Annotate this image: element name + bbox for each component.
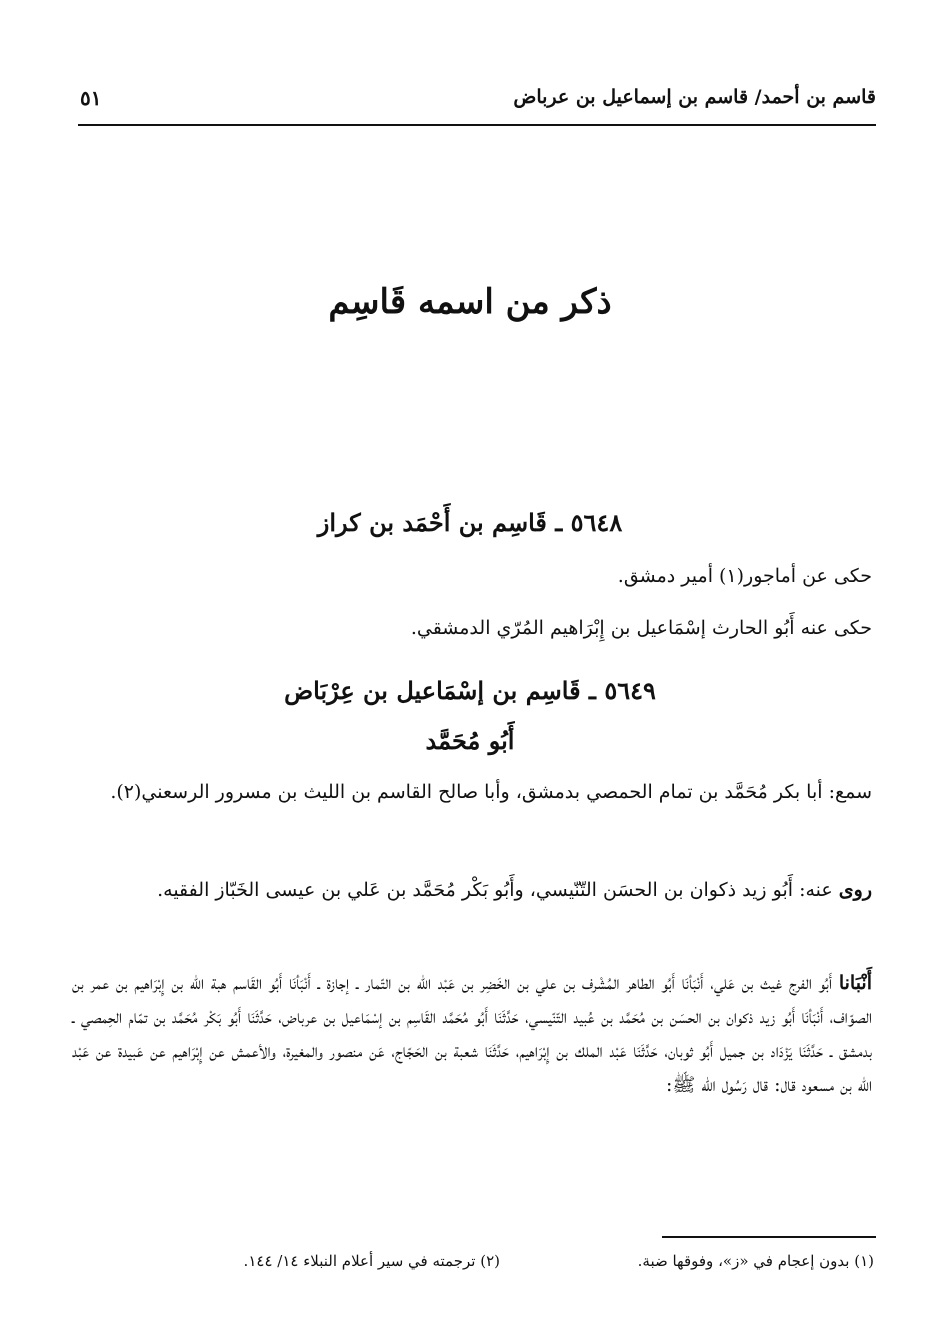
running-title: قاسم بن أحمد/ قاسم بن إسماعيل بن عرباض [513,86,876,108]
entry-5649-kunya: أَبُو مُحَمَّد [425,726,515,755]
entry-5648-line-2: حكى عنه أَبُو الحارث إسْمَاعيل بن إِبْرَاهيم المُرّي الدمشقي. [410,617,872,639]
narrated-lead-word: روى [838,879,872,901]
footnote-2: (٢) ترجمته في سير أعلام النبلاء ١٤/ ١٤٤. [243,1252,500,1270]
isnad-text: أَبُو الفرج غيث بن عَلي، أَنْبَأنَا أَبُو الطاهر المُشْرف بن علي بن الخَضِر بن عَبْد اللّه بن التّمار ـ إجازة ـ أَنْبَأنَا أَبُو القَاسم هبة اللّه بن إِبْرَاهيم بن عمر بن الصوّاف، أَنْبَأنَا أَبُو زيد ذكوان بن الحسَن بن مُحَمَّد بن عُبيد التّنّيسي، حَدَّثَنَا أَبُو مُحَمَّد القَاسِم بن إسْمَاعيل بن عرباض، حَدَّثَنَا أَبُو بَكْر مُحَمَّد بن تمّام الحِمصي ـ بدمشق ـ حَدَّثَنَا يَزْدَاد بن جميل أَبُو ثوبان، حَدَّثَنَا عَبْد الملك بن إِبْرَاهيم، حَدَّثَنَا شعبة بن الحَجّاج، عَن منصور والمغيرة، والأعمش عن إِبْرَاهيم عن عَبيدة عن عَبْد اللّه بن مسعود قال: قال رَسُول اللّه ﷺ: [72,972,872,1096]
entry-5649-isnad-paragraph [72,966,872,1102]
chapter-title: ذكر من اسمه قَاسِم [328,282,612,322]
entry-heading-5648: ٥٦٤٨ ـ قَاسِم بن أَحْمَد بن كراز [317,508,623,537]
header-rule [78,124,876,126]
page-number: ٥١ [80,86,102,110]
entry-5649-narrated-paragraph [72,874,872,907]
narrated-text: عنه: أَبُو زيد ذكوان بن الحسَن التّنّيسي، وأَبُو بَكْر مُحَمَّد بن عَلي بن عيسى الخَبّاز الفقيه. [157,879,839,901]
entry-5648-line-1: حكى عن أماجور(١) أمير دمشق. [617,565,872,587]
isnad-lead-word: أَنْبَانا [838,972,872,994]
entry-5649-heard-paragraph: سمع: أبا بكر مُحَمَّد بن تمام الحمصي بدمشق، وأبا صالح القاسم بن الليث بن مسرور الرسعني(٢). [110,781,872,803]
footnote-1: (١) بدون إعجام في «ز»، وفوقها ضبة. [637,1252,874,1270]
entry-heading-5649: ٥٦٤٩ ـ قَاسِم بن إسْمَاعيل بن عِرْبَاض [284,676,656,705]
footnote-rule [662,1236,876,1238]
